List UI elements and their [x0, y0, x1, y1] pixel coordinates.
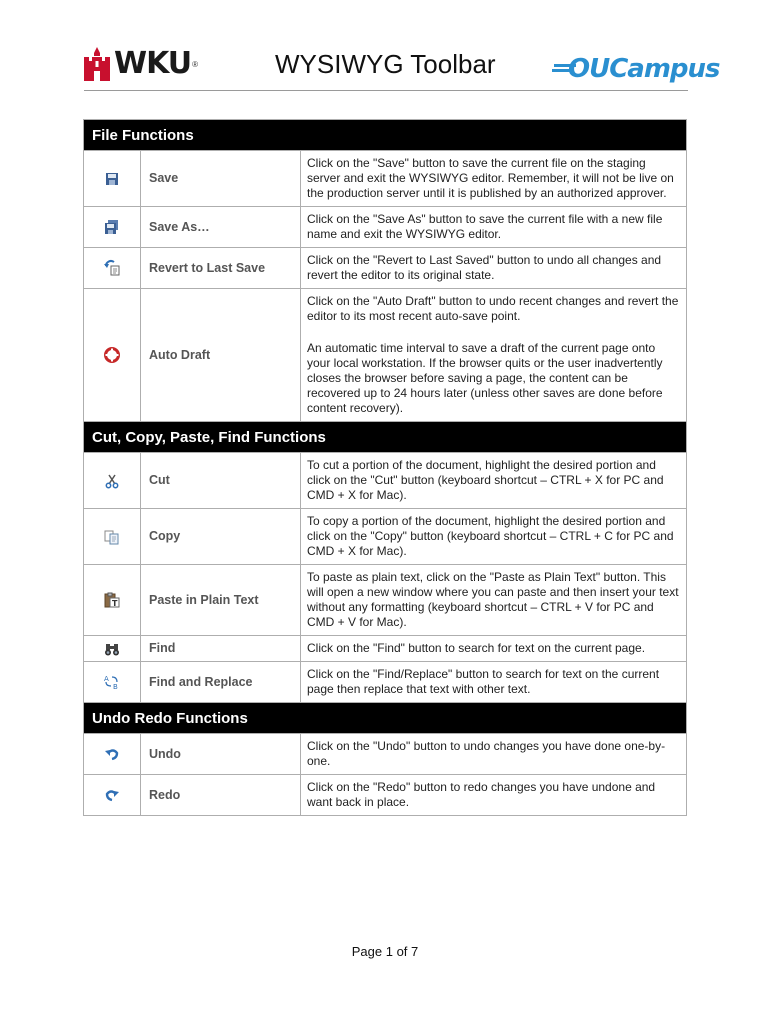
- table-row: [84, 565, 687, 636]
- header-divider: [84, 90, 688, 91]
- table-row: [84, 207, 687, 248]
- table-row: [84, 775, 687, 816]
- revert-icon: [104, 260, 120, 276]
- tool-name: Cut: [141, 453, 301, 509]
- tool-name: Copy: [141, 509, 301, 565]
- oucampus-logo: [552, 48, 720, 84]
- table-row: [84, 453, 687, 509]
- wku-tower-icon: [84, 47, 110, 81]
- tool-description: Click on the "Save" button to save the current file on the staging server and exit the WYSIWYG editor. Remember, it will not be live on the production server until it is published by an authorized approver.: [307, 156, 674, 200]
- tool-description: Click on the "Redo" button to redo changes you have undone and want back in place.: [307, 780, 656, 809]
- redo-icon: [104, 787, 120, 803]
- section-header-row: [84, 120, 687, 151]
- auto-draft-icon: [104, 347, 120, 363]
- tool-description: Click on the "Undo" button to undo changes you have done one-by-one.: [307, 739, 666, 768]
- tool-name: Save: [141, 151, 301, 207]
- paste-plain-icon: [104, 592, 120, 608]
- table-row: [84, 662, 687, 703]
- tool-description: An automatic time interval to save a draft of the current page onto your local workstation. If the browser quits or the user inadvertently closes the browser before saving a page, the content can be recovered up to 24 hours later (unless other saves are done before content recovery).: [307, 341, 663, 415]
- tool-description: To paste as plain text, click on the "Paste as Plain Text" button. This will open a new window where you can paste and then insert your text without any formatting (keyboard shortcut – CTRL + V for PC and CMD + V for Mac).: [307, 570, 679, 629]
- save-icon: [104, 171, 120, 187]
- tool-name: Save As…: [141, 207, 301, 248]
- section-title: File Functions: [84, 120, 687, 151]
- tool-name: Find and Replace: [141, 662, 301, 703]
- tool-name: Auto Draft: [141, 289, 301, 422]
- tool-description: Click on the "Revert to Last Saved" button to undo all changes and revert the editor to its original state.: [307, 253, 662, 282]
- find-replace-icon: [104, 674, 120, 690]
- svg-text:A: A: [104, 675, 109, 683]
- page-number: Page 1 of 7: [351, 944, 419, 959]
- toolbar-reference-table: [83, 119, 687, 816]
- table-row: [84, 289, 687, 422]
- tool-description: Click on the "Find/Replace" button to search for text on the current page then replace that text with other text.: [307, 667, 660, 696]
- binoculars-icon: [104, 641, 120, 657]
- page-title: WYSIWYG Toolbar: [275, 49, 496, 79]
- tool-description: To copy a portion of the document, highlight the desired portion and click on the "Copy" button (keyboard shortcut – CTRL + C for PC and CMD + X for Mac).: [307, 514, 674, 558]
- tool-name: Redo: [141, 775, 301, 816]
- table-row: [84, 509, 687, 565]
- section-header-row: [84, 422, 687, 453]
- section-title: Cut, Copy, Paste, Find Functions: [84, 422, 687, 453]
- tool-name: Undo: [141, 734, 301, 775]
- table-row: [84, 734, 687, 775]
- svg-text:T: T: [112, 599, 118, 608]
- registered-mark: ®: [192, 59, 199, 69]
- oucampus-wordmark: OUCampus: [568, 54, 720, 84]
- save-as-icon: [104, 219, 120, 235]
- scissors-icon: [104, 473, 120, 489]
- tool-name: Revert to Last Save: [141, 248, 301, 289]
- wku-wordmark: WKU: [114, 46, 192, 81]
- tool-description: Click on the "Save As" button to save the current file with a new file name and exit the WYSIWYG editor.: [307, 212, 663, 241]
- copy-icon: [104, 529, 120, 545]
- tool-description: Click on the "Auto Draft" button to undo recent changes and revert the editor to its most recent auto-save point.: [307, 294, 679, 323]
- section-header-row: [84, 703, 687, 734]
- table-row: [84, 151, 687, 207]
- tool-name: Paste in Plain Text: [141, 565, 301, 636]
- tool-name: Find: [141, 636, 301, 662]
- undo-icon: [104, 746, 120, 762]
- table-row: [84, 248, 687, 289]
- page-header: [0, 0, 770, 95]
- svg-text:B: B: [113, 683, 118, 691]
- section-title: Undo Redo Functions: [84, 703, 687, 734]
- table-row: [84, 636, 687, 662]
- tool-description: Click on the "Find" button to search for text on the current page.: [307, 641, 646, 655]
- tool-description: To cut a portion of the document, highlight the desired portion and click on the "Cut" button (keyboard shortcut – CTRL + X for PC and CMD + X for Mac).: [307, 458, 664, 502]
- wku-logo: [84, 46, 198, 82]
